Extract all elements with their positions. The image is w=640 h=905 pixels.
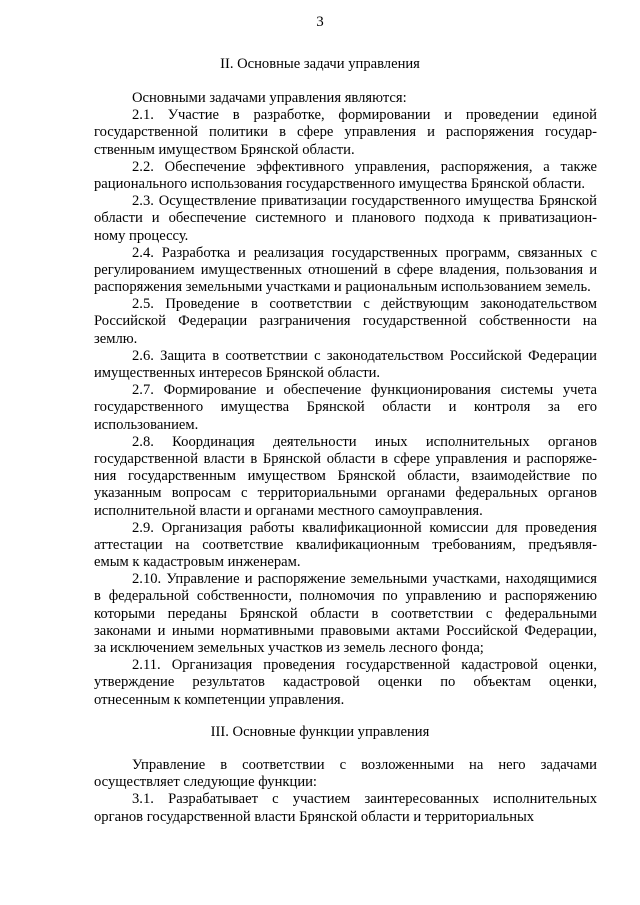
text-line: 3.1. Разрабатывает с участием заинтересованных исполнительных bbox=[132, 791, 597, 808]
text-line: отнесенным к компетенции управления. bbox=[94, 691, 345, 708]
paragraph bbox=[94, 757, 597, 791]
paragraph bbox=[94, 159, 597, 193]
text-line: рационального использования государственного имущества Брянской области. bbox=[94, 175, 586, 192]
text-line: Российской Федерации разграничения государственной собственности на bbox=[94, 313, 597, 330]
text-line: за исключением земельных участков из земель лесного фонда; bbox=[94, 640, 484, 656]
text-line: 2.7. Формирование и обеспечение функционирования системы учета bbox=[132, 382, 597, 399]
paragraph bbox=[94, 348, 597, 382]
paragraph bbox=[94, 382, 597, 434]
text-line: которыми переданы Брянской области в соответствии с федеральными bbox=[94, 605, 597, 622]
paragraph bbox=[94, 434, 597, 520]
text-line: 2.3. Осуществление приватизации государственного имущества Брянской bbox=[132, 193, 597, 210]
paragraph bbox=[94, 791, 597, 825]
text-line: регулированием имущественных отношений в сфере владения, пользования и bbox=[94, 261, 597, 278]
text-line: ственным имуществом Брянской области. bbox=[94, 141, 355, 158]
text-line: 2.1. Участие в разработке, формировании и проведении единой bbox=[132, 107, 597, 124]
text-line: 2.9. Организация работы квалификационной комиссии для проведения bbox=[132, 519, 597, 536]
text-line: исполнительной власти и органами местного самоуправления. bbox=[94, 502, 483, 519]
paragraph bbox=[94, 571, 597, 657]
text-line: 2.10. Управление и распоряжение земельными участками, находящимися bbox=[132, 571, 597, 588]
text-line: указанным вопросам с территориальными органами федеральных органов bbox=[94, 485, 597, 502]
text-line: государственной власти в Брянской области в сфере управления и распоряже- bbox=[94, 450, 597, 467]
text-line: законами и иными нормативными правовыми актами Российской Федерации, bbox=[94, 622, 597, 639]
paragraph bbox=[94, 107, 597, 159]
text-line: землю. bbox=[94, 330, 138, 347]
paragraph bbox=[94, 193, 597, 245]
text-line: осуществляет следующие функции: bbox=[94, 774, 317, 791]
page-number: 3 bbox=[316, 14, 324, 30]
section-2-heading: II. Основные задачи управления bbox=[220, 56, 420, 72]
paragraph bbox=[94, 296, 597, 348]
text-line: распоряжения земельными участками и рациональным использованием земель. bbox=[94, 279, 591, 296]
paragraph bbox=[94, 520, 597, 572]
text-line: утверждение результатов кадастровой оценки по объектам оценки, bbox=[94, 674, 597, 691]
text-line: емым к кадастровым инженерам. bbox=[94, 554, 301, 571]
text-line: Основными задачами управления являются: bbox=[132, 90, 407, 106]
text-line: государственного имущества Брянской области и контроля за его bbox=[94, 399, 597, 416]
section-3-body bbox=[94, 757, 597, 826]
text-line: 2.6. Защита в соответствии с законодательством Российской Федерации bbox=[132, 347, 597, 364]
text-line: имущественных интересов Брянской области. bbox=[94, 365, 381, 381]
section-3-heading: III. Основные функции управления bbox=[210, 724, 430, 740]
paragraph bbox=[94, 245, 597, 297]
text-line: органов государственной власти Брянской области и территориальных bbox=[94, 808, 535, 825]
text-line: Управление в соответствии с возложенными на него задачами bbox=[132, 757, 597, 773]
text-line: использованием. bbox=[94, 416, 199, 433]
text-line: 2.11. Организация проведения государственной кадастровой оценки, bbox=[132, 657, 597, 674]
text-line: ния государственным имуществом Брянской области, взаимодействие по bbox=[94, 468, 597, 485]
text-line: ному процессу. bbox=[94, 227, 189, 244]
text-line: 2.4. Разработка и реализация государственных программ, связанных с bbox=[132, 244, 597, 261]
text-line: 2.5. Проведение в соответствии с действующим законодательством bbox=[132, 296, 597, 313]
paragraph bbox=[94, 90, 597, 107]
text-line: в федеральной собственности, полномочия по управлению и распоряжению bbox=[94, 588, 597, 605]
paragraph bbox=[94, 657, 597, 709]
text-line: 2.2. Обеспечение эффективного управления, распоряжения, а также bbox=[132, 158, 597, 175]
text-line: аттестации на соответствие квалификационным требованиям, предъявля- bbox=[94, 536, 597, 553]
text-line: области и обеспечение системного и планового подхода к приватизацион- bbox=[94, 210, 597, 227]
text-line: 2.8. Координация деятельности иных исполнительных органов bbox=[132, 433, 597, 450]
section-2-body bbox=[94, 90, 597, 709]
text-line: государственной политики в сфере управления и распоряжения государ- bbox=[94, 124, 597, 141]
